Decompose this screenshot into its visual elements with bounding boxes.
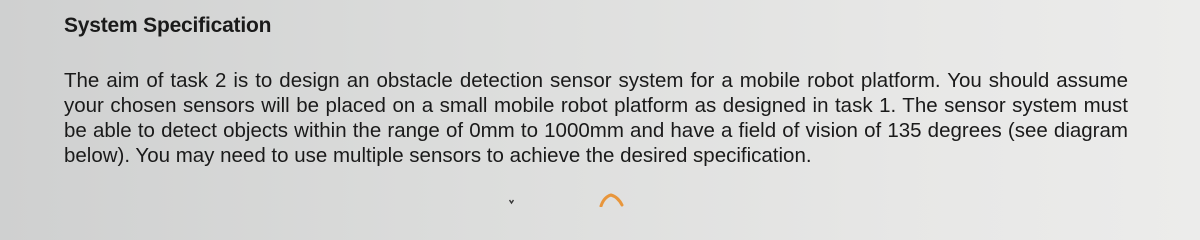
section-heading: System Specification [64,14,272,37]
orange-chevron-icon [598,193,624,207]
caret-mark-icon [509,199,514,205]
specification-paragraph: The aim of task 2 is to design an obstacle detection sensor system for a mobile robot platform. You should assume your chosen sensors will be placed on a small mobile robot platform as designed in task 1. The sensor system must be able to detect objects within the range of 0mm to 1000mm and have a field of vision of 135 degrees (see diagram below). You may need to use multiple sensors to achieve the desired specification. [64,69,1128,167]
